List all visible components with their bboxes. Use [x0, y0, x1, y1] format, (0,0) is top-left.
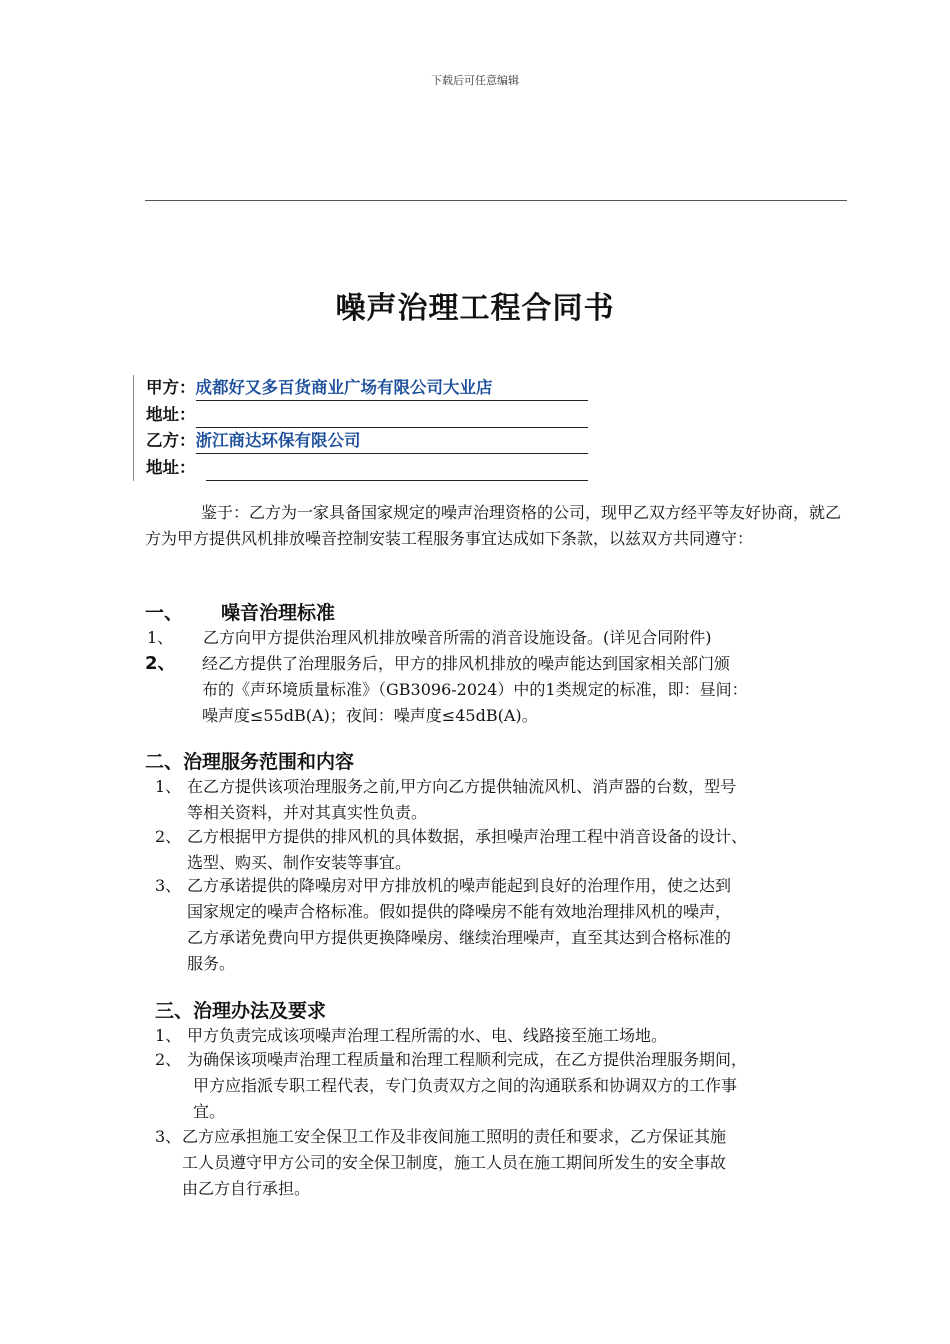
document-title: 噪声治理工程合同书: [335, 291, 615, 326]
party-a-label: 甲方：: [146, 378, 196, 397]
item-number: 1、: [155, 1026, 182, 1045]
section-1-item-2: [145, 651, 850, 731]
section-1-heading: [145, 599, 335, 627]
section-1-title: 噪音治理标准: [221, 602, 336, 624]
party-a-value: 成都好又多百货商业广场有限公司大业店: [196, 376, 588, 401]
header-note: 下载后可任意编辑: [431, 74, 519, 87]
item-line-1: 乙方应承担施工安全保卫工作及非夜间施工照明的责任和要求，乙方保证其施: [182, 1127, 727, 1146]
item-line-2: 布的《声环境质量标准》（GB3096-2024）中的1类规定的标准，即：昼间：: [202, 680, 748, 699]
party-a-address-label: 地址：: [146, 404, 196, 424]
item-line-2: 等相关资料，并对其真实性负责。: [187, 803, 428, 822]
party-info-block: [133, 375, 616, 481]
party-b-value: 浙江商达环保有限公司: [196, 429, 588, 454]
party-b-row: [146, 428, 616, 455]
party-a-address-row: [146, 402, 616, 429]
section-2-item-1: [155, 774, 855, 826]
item-line-2: 工人员遵守甲方公司的安全保卫制度，施工人员在施工期间所发生的安全事故: [182, 1153, 727, 1172]
item-number: 2、: [145, 653, 176, 674]
item-line-3: 由乙方自行承担。: [182, 1179, 311, 1198]
item-line-2: 甲方应指派专职工程代表，专门负责双方之间的沟通联系和协调双方的工作事: [193, 1076, 738, 1095]
party-b-label: 乙方：: [146, 431, 196, 450]
item-line-2: 国家规定的噪声合格标准。假如提供的降噪房不能有效地治理排风机的噪声，: [187, 902, 732, 921]
header-divider: [145, 200, 847, 201]
item-number: 2、: [155, 827, 182, 846]
item-number: 1、: [147, 628, 174, 647]
section-2-heading: 二、治理服务范围和内容: [145, 751, 355, 773]
party-b-address-row: [146, 455, 616, 482]
section-3-item-1: [155, 1023, 855, 1049]
section-3-item-2: [155, 1047, 870, 1125]
party-b-address-blank: [206, 480, 588, 481]
item-number: 2、: [155, 1050, 182, 1069]
section-1-number: 一、: [145, 602, 184, 624]
item-line-1: 乙方承诺提供的降噪房对甲方排放机的噪声能起到良好的治理作用，使之达到: [187, 876, 732, 895]
item-line-1: 乙方根据甲方提供的排风机的具体数据，承担噪声治理工程中消音设备的设计、: [187, 827, 748, 846]
item-number: 3、: [155, 1127, 182, 1146]
item-line-1: 经乙方提供了治理服务后，甲方的排风机排放的噪声能达到国家相关部门颁: [202, 654, 731, 673]
item-line-1: 在乙方提供该项治理服务之前,甲方向乙方提供轴流风机、消声器的台数，型号: [187, 777, 737, 796]
item-line-3: 宜。: [193, 1102, 226, 1121]
section-1-item-1: [147, 625, 847, 651]
section-3-item-3: [155, 1124, 855, 1202]
item-line-4: 服务。: [187, 954, 236, 973]
party-a-row: [146, 375, 616, 402]
section-3-heading: 三、治理办法及要求: [155, 1000, 327, 1022]
section-2-item-3: [155, 873, 855, 977]
item-number: 1、: [155, 777, 182, 796]
item-line-3: 乙方承诺免费向甲方提供更换降噪房、继续治理噪声，直至其达到合格标准的: [187, 928, 732, 947]
item-line-1: 甲方负责完成该项噪声治理工程所需的水、电、线路接至施工场地。: [187, 1026, 668, 1045]
item-line-3: 噪声度≤55dB(A)；夜间：噪声度≤45dB(A)。: [202, 706, 538, 725]
preamble-paragraph: 鉴于：乙方为一家具备国家规定的噪声治理资格的公司，现甲乙双方经平等友好协商，就乙方为甲方提供风机排放噪音控制安装工程服务事宜达成如下条款，以兹双方共同遵守：: [145, 503, 842, 548]
item-line-2: 选型、购买、制作安装等事宜。: [187, 853, 412, 872]
item-line-1: 为确保该项噪声治理工程质量和治理工程顺利完成，在乙方提供治理服务期间，: [187, 1050, 748, 1069]
item-number: 3、: [155, 876, 182, 895]
item-text: 乙方向甲方提供治理风机排放噪音所需的消音设施设备。(详见合同附件): [203, 628, 712, 647]
party-b-address-label: 地址：: [146, 457, 196, 477]
section-2-item-2: [155, 824, 865, 876]
